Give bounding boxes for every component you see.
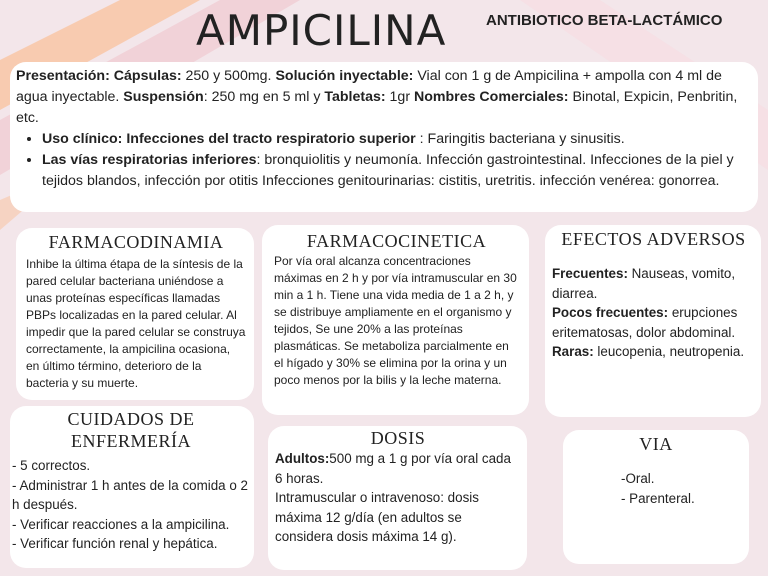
presentacion-text: 250 y 500mg.: [181, 68, 276, 84]
suspension-text: : 250 mg en 5 ml y: [203, 89, 325, 105]
frecuentes-text: Nauseas, vomito, diarrea.: [552, 266, 736, 301]
intro-paragraph: [16, 66, 752, 129]
cuidados-title: [12, 408, 250, 452]
farmacodinamia-card: [16, 228, 254, 400]
list-item: - Verificar función renal y hepática.: [12, 536, 218, 552]
bullet-label: Uso clínico: Infecciones del tracto respiratorio superior: [42, 131, 416, 147]
efectos-title: EFECTOS ADVERSOS: [561, 229, 746, 249]
cuidados-card: [10, 406, 254, 568]
dosis-adultos: [275, 449, 521, 488]
dosis-im: Intramuscular o intravenoso: dosis máxima 12 g/día (en adultos se considera dosis máxima 14 g).: [275, 490, 479, 545]
page-subtitle: ANTIBIOTICO BETA-LACTÁMICO: [486, 12, 723, 29]
adultos-text: 500 mg a 1 g por vía oral cada 6 horas.: [275, 451, 511, 486]
raras-label: Raras:: [552, 344, 594, 360]
farmacocinetica-card: [262, 225, 529, 415]
frecuentes-label: Frecuentes:: [552, 266, 628, 281]
via-card: [563, 430, 749, 564]
solucion-label: Solución inyectable:: [275, 68, 414, 84]
poco-frecuentes-label: Pocos frecuentes:: [552, 305, 669, 321]
efectos-raras: [552, 342, 755, 362]
efectos-card: [545, 225, 761, 417]
list-item: [42, 150, 752, 192]
cuidados-title-line1: CUIDADOS DE: [67, 409, 195, 429]
farmacodinamia-title: FARMACODINAMIA: [48, 232, 224, 252]
dosis-card: [268, 426, 527, 570]
list-item: - 5 correctos.: [12, 458, 91, 473]
list-item: [42, 129, 752, 150]
bullet-label: Las vías respiratorias inferiores: [42, 152, 257, 168]
presentacion-label: Presentación: Cápsulas:: [16, 68, 182, 84]
list-item: - Verificar reacciones a la ampicilina.: [12, 516, 230, 532]
raras-text: leucopenia, neutropenia.: [593, 344, 745, 360]
farmacodinamia-body: Inhibe la última étapa de la síntesis de la pared celular bacteriana uniéndose a unas proteínas específicas llamadas PBPs localizadas en la pared celular. Al impedir que la pared celular se construya correctamente, la ampicilina ocasiona, en último término, deterioro de la bacteria y su muerte.: [26, 257, 246, 390]
farmacocinetica-title: FARMACOCINETICA: [306, 231, 487, 251]
via-list: [573, 469, 739, 508]
list-item: -Oral.: [621, 471, 655, 486]
solucion-text: Vial con 1 g de Ampicilina + ampolla con 4 ml de agua inyectable.: [16, 68, 722, 105]
list-item: - Administrar 1 h antes de la comida o 2 h después.: [12, 477, 248, 513]
nombres-text: Binotal, Expicin, Penbritin, etc.: [16, 89, 738, 126]
page-title: AMPICILINA: [196, 6, 447, 55]
efectos-frecuentes: [552, 264, 755, 303]
intro-card: [10, 62, 758, 212]
efectos-poco-frecuentes: [552, 303, 755, 342]
list-item: - Parenteral.: [621, 490, 695, 506]
cuidados-list: [12, 456, 250, 554]
suspension-label: Suspensión: [123, 89, 204, 105]
farmacocinetica-body: Por vía oral alcanza concentraciones máximas en 2 h y por vía intramuscular en 30 min a 1 h. Tiene una vida media de 1 a 2 h, y se distribuye ampliamente en el organismo y tejidos, Se une 20% a las proteínas plasmáticas. Se metaboliza parcialmente en el hígado y 30% se elimina por la orina y un poco menos por la bilis y la leche materna.: [274, 254, 517, 387]
bullet-text: : bronquiolitis y neumonía. Infección gastrointestinal. Infecciones de la piel y tejidos blandos, infección por otitis Infecciones genitourinarias: cistitis, uretritis. infección venérea: gonorrea.: [42, 152, 734, 189]
poco-frecuentes-text: erupciones eritematosas, dolor abdominal.: [552, 305, 738, 340]
via-title: VIA: [639, 434, 673, 454]
bullet-text: : Faringitis bacteriana y sinusitis.: [415, 131, 625, 147]
tabletas-text: 1gr: [385, 89, 414, 105]
uso-clinico-list: [16, 129, 752, 192]
cuidados-title-line2: ENFERMERÍA: [70, 431, 191, 451]
adultos-label: Adultos:: [275, 451, 330, 466]
dosis-title: DOSIS: [370, 428, 426, 448]
nombres-label: Nombres Comerciales:: [413, 89, 569, 105]
tabletas-label: Tabletas:: [324, 89, 386, 105]
